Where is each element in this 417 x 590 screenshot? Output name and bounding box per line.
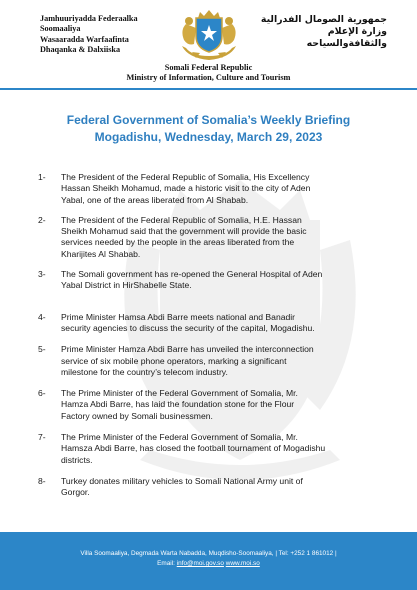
letterhead-somali-line: Dhaqanka & Dalxiiska	[40, 45, 121, 55]
item-text-line: security agencies to discuss the security of the capital, Mogadishu.	[61, 322, 315, 333]
item-text-line: The President of the Federal Republic of Somalia, H.E. Hassan	[61, 214, 302, 225]
item-text-line: Factory owned by Somali businessmen.	[61, 410, 213, 421]
briefing-item	[38, 215, 383, 260]
briefing-item	[38, 432, 383, 466]
letterhead-somali-line: Jamhuuriyadda Federaalka	[40, 14, 138, 23]
item-text-line: Hamsza Abdi Barre, has closed the football tournament of Mogadishu	[61, 443, 326, 454]
briefing-item	[38, 388, 383, 422]
briefing-item	[38, 312, 383, 335]
item-number: 5-	[38, 344, 46, 355]
briefing-item	[38, 172, 383, 206]
item-text-line: Yabal District in HirShabelle State.	[61, 280, 192, 291]
item-text-line: Kharijites Al Shabab.	[61, 248, 141, 259]
item-text-line: The President of the Federal Republic of Somalia, His Excellency	[61, 172, 310, 182]
footer-contact	[0, 549, 417, 569]
item-number: 2-	[38, 214, 46, 225]
letterhead-somali-line: Soomaaliya	[40, 24, 81, 34]
item-number: 3-	[38, 269, 46, 280]
briefing-list	[38, 172, 383, 499]
footer-address: Villa Soomaaliya, Degmada Warta Nabadda, Muqdisho-Soomaaliya, | Tel: +252 1 861012 |	[80, 550, 337, 557]
letterhead-somali	[40, 14, 160, 56]
item-text-line: The Somali government has re-opened the General Hospital of Aden	[61, 269, 323, 280]
coat-of-arms-emblem	[178, 6, 240, 64]
letterhead-english	[0, 63, 417, 83]
item-text-line: districts.	[61, 454, 93, 465]
item-text-line: Prime Minister Hamza Abdi Barre has unveiled the interconnection	[61, 344, 314, 355]
item-number: 1-	[38, 172, 46, 182]
letterhead-arabic	[257, 14, 387, 50]
item-text-line: The Prime Minister of the Federal Government of Somalia, Mr.	[61, 432, 298, 443]
item-text-line: Hamza Abdi Barre, has laid the foundation stone for the Flour	[61, 399, 295, 410]
letterhead-arabic-line: جمهورية الصومال الفدرالية	[260, 14, 387, 25]
item-number: 8-	[38, 475, 46, 486]
ministry-name: Ministry of Information, Culture and Tourism	[126, 73, 291, 82]
footer-email-link[interactable]: info@moi.gov.so	[176, 560, 224, 567]
footer-website-link[interactable]: www.moi.so	[225, 560, 260, 567]
item-text-line: Hassan Sheikh Mohamud, made a historic visit to the city of Aden	[61, 183, 311, 194]
item-number: 6-	[38, 388, 46, 399]
header-divider	[0, 88, 417, 90]
briefing-item	[38, 269, 383, 292]
item-number: 4-	[38, 311, 46, 322]
briefing-item	[38, 476, 383, 499]
item-text-line: milestone for the country’s telecom industry.	[61, 366, 228, 377]
briefing-date-line: Mogadishu, Wednesday, March 29, 2023	[94, 130, 323, 144]
item-number: 7-	[38, 432, 46, 443]
item-text-line: Turkey donates military vehicles to Somali National Army unit of	[61, 475, 303, 486]
item-text-line: Prime Minister Hamsa Abdi Barre meets national and Banadir	[61, 311, 296, 322]
item-text-line: services needed by the people in the areas liberated from the	[61, 237, 295, 248]
letterhead-arabic-line: وزارة الإعلام	[327, 26, 387, 37]
briefing-title	[0, 112, 417, 146]
item-text-line: The Prime Minister of the Federal Government of Somalia, Mr.	[61, 388, 298, 399]
letterhead-arabic-line: والثقافةوالسياحه	[306, 38, 387, 49]
item-text-line: Gorgor.	[61, 487, 90, 498]
item-text-line: Yabal, one of the areas liberated from Al Shabab.	[61, 194, 249, 205]
item-text-line: service of six mobile phone operators, marking a significant	[61, 355, 287, 366]
republic-name: Somali Federal Republic	[164, 63, 253, 72]
footer-links	[0, 559, 417, 569]
briefing-item	[38, 344, 383, 378]
briefing-title-line: Federal Government of Somalia’s Weekly Briefing	[66, 113, 351, 127]
letterhead-somali-line: Wasaaradda Warfaafinta	[40, 34, 129, 44]
footer-email-label: Email:	[157, 560, 175, 567]
item-text-line: Sheikh Mohamud said that the government will provide the basic	[61, 226, 307, 237]
